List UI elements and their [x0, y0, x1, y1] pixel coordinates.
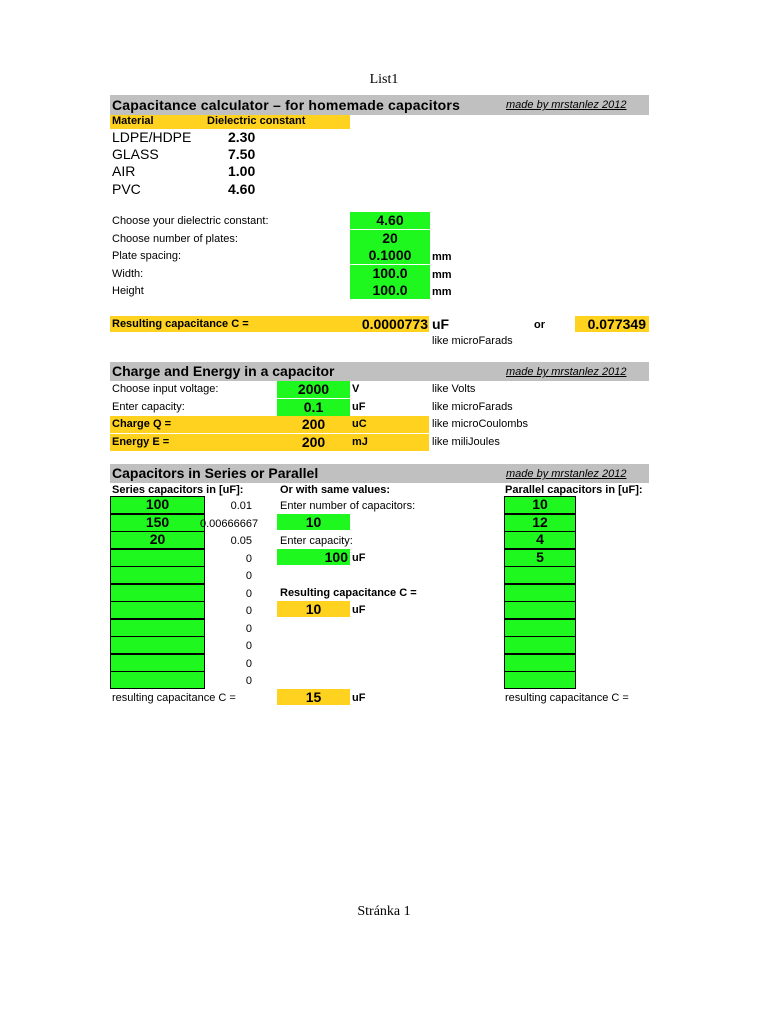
series-reciprocal: 0.00666667	[200, 517, 259, 530]
series-reciprocal: 0	[245, 570, 252, 582]
parallel-result-label: resulting capacitance C =	[505, 692, 629, 704]
series-reciprocal: 0	[245, 587, 252, 600]
section2-credit: made by mrstanlez 2012	[506, 366, 627, 378]
row-value: 200	[301, 416, 326, 432]
same-result-label: Resulting capacitance C =	[280, 587, 417, 599]
series-value: 150	[145, 513, 170, 530]
input-unit: mm	[432, 286, 452, 298]
same-cap-unit: uF	[352, 552, 366, 564]
result-alt-value: 0.077349	[587, 316, 646, 332]
series-input-cell[interactable]	[110, 619, 205, 637]
section3-title: Capacitors in Series or Parallel	[112, 465, 319, 481]
row-value: 200	[301, 434, 326, 450]
section1-title: Capacitance calculator – for homemade capacitors	[112, 97, 461, 113]
page-footer: Stránka 1	[357, 904, 411, 919]
series-input-cell[interactable]	[110, 671, 205, 689]
series-reciprocal: 0	[245, 640, 252, 652]
series-input-cell[interactable]	[110, 584, 205, 602]
parallel-input-cell[interactable]	[504, 619, 576, 637]
material-value: 7.50	[228, 146, 256, 162]
parallel-value: 5	[536, 548, 544, 565]
input-label: Plate spacing:	[112, 250, 182, 262]
input-value: 0.1000	[368, 247, 412, 263]
section3-credit: made by mrstanlez 2012	[506, 468, 627, 480]
material-name: AIR	[112, 163, 136, 179]
parallel-header: Parallel capacitors in [uF]:	[505, 484, 643, 496]
same-cap-label: Enter capacity:	[280, 535, 353, 547]
parallel-input-cell[interactable]	[504, 636, 576, 654]
col-dielectric: Dielectric constant	[207, 115, 306, 127]
result-or: or	[534, 319, 545, 331]
unit-cell-bg	[350, 381, 429, 398]
result-note: like microFarads	[432, 335, 513, 347]
section1-credit: made by mrstanlez 2012	[506, 99, 627, 111]
section2-title: Charge and Energy in a capacitor	[112, 363, 335, 379]
material-value: 2.30	[228, 129, 256, 145]
row-value: 0.1	[303, 399, 324, 415]
material-name: GLASS	[112, 146, 159, 162]
series-value: 20	[149, 531, 166, 547]
series-reciprocal: 0.05	[230, 535, 252, 547]
row-unit: mJ	[352, 436, 368, 448]
same-count-label: Enter number of capacitors:	[280, 500, 416, 512]
same-cap-value: 100	[324, 549, 348, 565]
series-value: 100	[145, 496, 170, 512]
series-reciprocal: 0	[245, 622, 252, 635]
input-unit: mm	[432, 251, 452, 263]
series-input-cell[interactable]	[110, 549, 205, 567]
series-result-value: 15	[305, 689, 322, 705]
row-note: like Volts	[432, 383, 476, 395]
input-value: 4.60	[376, 212, 404, 228]
col-material: Material	[112, 115, 154, 127]
row-note: like miliJoules	[432, 436, 500, 448]
row-label: Enter capacity:	[112, 401, 185, 413]
series-input-cell[interactable]	[110, 654, 205, 672]
same-count-value: 10	[305, 514, 322, 530]
parallel-value: 4	[536, 531, 544, 547]
series-reciprocal: 0	[245, 657, 252, 670]
row-label: Energy E =	[112, 436, 170, 448]
series-result-unit: uF	[352, 692, 366, 704]
input-value: 100.0	[372, 282, 408, 298]
row-label: Charge Q =	[112, 418, 171, 430]
page-header: List1	[369, 72, 399, 87]
same-values-header: Or with same values:	[280, 484, 391, 496]
series-header: Series capacitors in [uF]:	[112, 484, 244, 496]
same-result-unit: uF	[352, 604, 366, 616]
row-value: 2000	[297, 381, 330, 397]
parallel-input-cell[interactable]	[504, 584, 576, 602]
series-result-label: resulting capacitance C =	[112, 692, 236, 704]
parallel-value: 12	[532, 513, 548, 530]
parallel-input-cell[interactable]	[504, 654, 576, 672]
material-name: LDPE/HDPE	[112, 129, 192, 145]
row-unit: V	[352, 383, 360, 395]
row-note: like microCoulombs	[432, 418, 528, 430]
series-reciprocal: 0	[245, 675, 252, 687]
row-note: like microFarads	[432, 401, 513, 413]
material-value: 4.60	[228, 181, 256, 197]
input-label: Choose number of plates:	[112, 233, 238, 245]
row-label: Choose input voltage:	[112, 383, 219, 395]
result-value: 0.0000773	[361, 316, 428, 332]
row-unit: uF	[352, 401, 366, 413]
series-reciprocal: 0.01	[230, 500, 252, 512]
series-input-cell[interactable]	[110, 566, 205, 584]
parallel-input-cell[interactable]	[504, 601, 576, 619]
input-label: Height	[112, 285, 144, 297]
row-unit: uC	[352, 418, 367, 430]
input-value: 100.0	[372, 265, 408, 281]
input-label: Choose your dielectric constant:	[112, 215, 269, 227]
same-result-value: 10	[305, 601, 322, 617]
result-unit: uF	[432, 316, 450, 332]
parallel-value: 10	[532, 496, 548, 512]
result-label: Resulting capacitance C =	[112, 318, 249, 330]
input-unit: mm	[432, 269, 452, 281]
series-reciprocal: 0	[245, 605, 252, 617]
material-value: 1.00	[228, 163, 256, 179]
parallel-input-cell[interactable]	[504, 671, 576, 689]
series-input-cell[interactable]	[110, 601, 205, 619]
input-label: Width:	[112, 268, 144, 280]
material-name: PVC	[112, 181, 141, 197]
series-reciprocal: 0	[245, 552, 252, 565]
series-input-cell[interactable]	[110, 636, 205, 654]
parallel-input-cell[interactable]	[504, 566, 576, 584]
input-value: 20	[382, 230, 398, 246]
